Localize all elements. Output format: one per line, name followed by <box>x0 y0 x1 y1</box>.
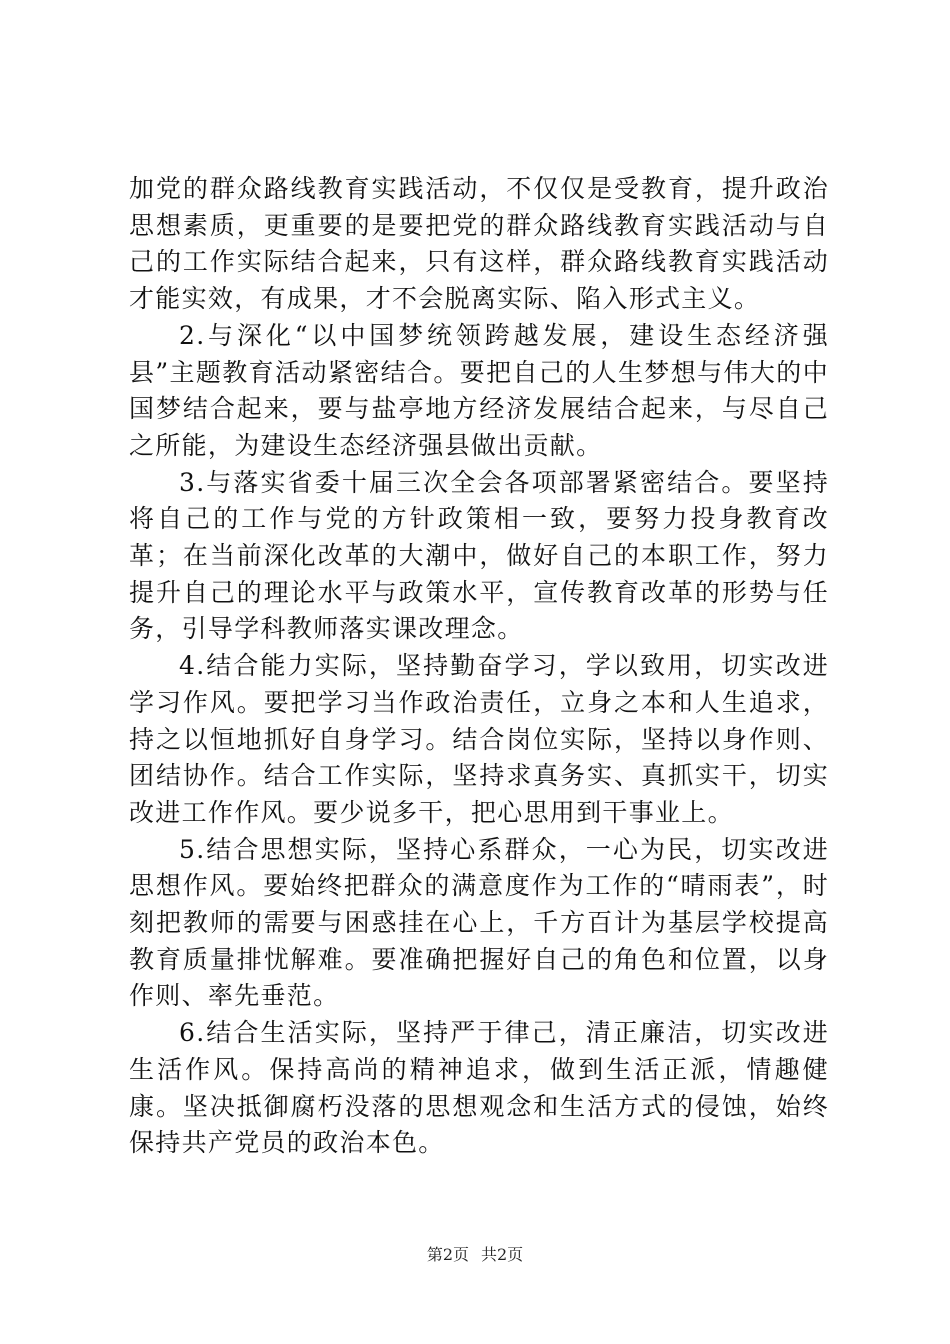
paragraph-item-6: 6.结合生活实际，坚持严于律己，清正廉洁，切实改进生活作风。保持高尚的精神追求，做到生活正派，情趣健康。坚决抵御腐朽没落的思想观念和生活方式的侵蚀，始终保持共产党员的政治本色。 <box>129 1018 829 1158</box>
paragraph-item-5: 5.结合思想实际，坚持心系群众，一心为民，切实改进思想作风。要始终把群众的满意度作为工作的“晴雨表”，时刻把教师的需要与困惑挂在心上，千方百计为基层学校提高教育质量排忧解难。要准确把握好自己的角色和位置，以身作则、率先垂范。 <box>129 834 829 1011</box>
page-footer <box>0 1244 950 1266</box>
paragraph-item-4: 4.结合能力实际，坚持勤奋学习，学以致用，切实改进学习作风。要把学习当作政治责任，立身之本和人生追求，持之以恒地抓好自身学习。结合岗位实际，坚持以身作则、团结协作。结合工作实际，坚持求真务实、真抓实干，切实改进工作作风。要少说多干，把心思用到干事业上。 <box>129 651 829 827</box>
paragraph-item-2: 2.与深化“以中国梦统领跨越发展，建设生态经济强县”主题教育活动紧密结合。要把自己的人生梦想与伟大的中国梦结合起来，要与盐亭地方经济发展结合起来，与尽自己之所能，为建设生态经济强县做出贡献。 <box>129 320 829 460</box>
document-body <box>129 171 829 1162</box>
paragraph-item-3: 3.与落实省委十届三次全会各项部署紧密结合。要坚持将自己的工作与党的方针政策相一致，要努力投身教育改革；在当前深化改革的大潮中，做好自己的本职工作，努力提升自己的理论水平与政策水平，宣传教育改革的形势与任务，引导学科教师落实课改理念。 <box>129 467 829 644</box>
paragraph-continuation: 加党的群众路线教育实践活动，不仅仅是受教育，提升政治思想素质，更重要的是要把党的群众路线教育实践活动与自己的工作实际结合起来，只有这样，群众路线教育实践活动才能实效，有成果，才不会脱离实际、陷入形式主义。 <box>129 174 829 314</box>
page-number-current: 第2页 <box>426 1245 469 1264</box>
page-number-total: 共2页 <box>481 1245 524 1264</box>
